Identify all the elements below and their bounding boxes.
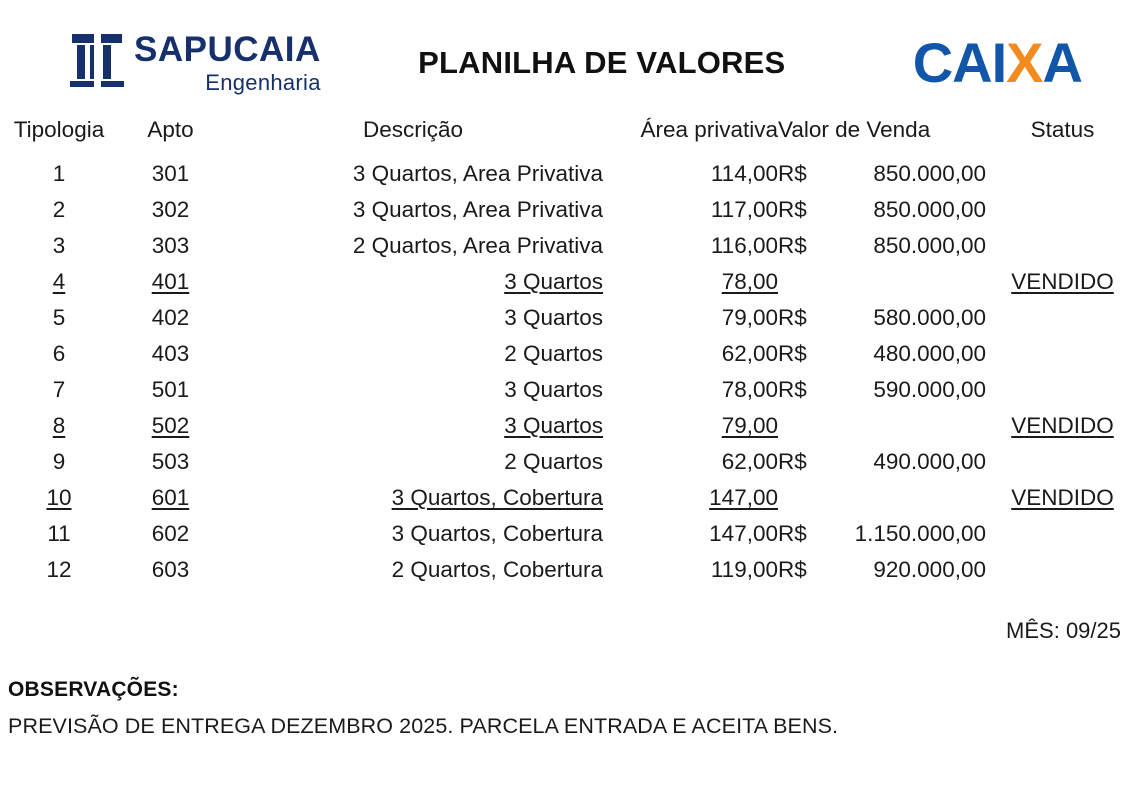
cell-apto-text: 601 xyxy=(151,485,190,510)
cell-area-text: 78,00 xyxy=(721,269,778,294)
cell-currency-text: R$ xyxy=(778,377,807,402)
cell-valor-text: 580.000,00 xyxy=(873,305,986,330)
cell-tipologia xyxy=(0,480,118,516)
cell-currency xyxy=(778,300,826,336)
cell-currency-text: R$ xyxy=(778,161,807,186)
cell-tipologia xyxy=(0,300,118,336)
cell-valor-text: 1.150.000,00 xyxy=(854,521,986,546)
cell-tipologia-text: 9 xyxy=(52,449,66,474)
cell-valor-text: 590.000,00 xyxy=(873,377,986,402)
cell-tipologia xyxy=(0,444,118,480)
cell-apto-text: 602 xyxy=(151,521,190,546)
cell-currency-text: R$ xyxy=(778,521,807,546)
cell-valor xyxy=(826,408,986,444)
cell-currency-text: R$ xyxy=(778,557,807,582)
cell-currency-text: R$ xyxy=(778,341,807,366)
cell-apto xyxy=(118,408,223,444)
cell-currency xyxy=(778,336,826,372)
cell-apto xyxy=(118,300,223,336)
cell-descricao-text: 2 Quartos xyxy=(504,449,603,474)
caixa-text-part1: CAI xyxy=(912,31,1007,94)
cell-tipologia xyxy=(0,228,118,264)
cell-descricao xyxy=(223,156,603,192)
table-row xyxy=(0,480,1139,516)
cell-tipologia-text: 8 xyxy=(52,413,66,438)
cell-apto xyxy=(118,228,223,264)
caixa-text-part2: A xyxy=(1042,31,1082,94)
cell-area xyxy=(603,480,778,516)
company-name: SAPUCAIA xyxy=(134,30,321,69)
cell-valor xyxy=(826,516,986,552)
cell-descricao xyxy=(223,372,603,408)
table-row xyxy=(0,444,1139,480)
cell-descricao xyxy=(223,192,603,228)
cell-currency xyxy=(778,228,826,264)
cell-tipologia-text: 5 xyxy=(52,305,66,330)
cell-descricao xyxy=(223,300,603,336)
cell-descricao-text: 2 Quartos xyxy=(504,341,603,366)
table-row xyxy=(0,336,1139,372)
cell-status xyxy=(986,156,1139,192)
cell-currency-text: R$ xyxy=(778,233,807,258)
cell-area-text: 117,00 xyxy=(710,197,778,222)
cell-area-text: 79,00 xyxy=(721,305,778,330)
table-row xyxy=(0,156,1139,192)
cell-descricao xyxy=(223,264,603,300)
cell-valor xyxy=(826,228,986,264)
company-subtitle: Engenharia xyxy=(205,70,321,95)
cell-area xyxy=(603,228,778,264)
cell-area xyxy=(603,264,778,300)
cell-descricao-text: 3 Quartos xyxy=(504,413,603,438)
cell-status xyxy=(986,444,1139,480)
cell-apto xyxy=(118,336,223,372)
cell-status xyxy=(986,192,1139,228)
values-table xyxy=(0,112,1139,588)
cell-descricao-text: 2 Quartos, Area Privativa xyxy=(352,233,603,258)
table-row xyxy=(0,552,1139,588)
cell-apto xyxy=(118,552,223,588)
cell-tipologia-text: 12 xyxy=(46,557,72,582)
cell-descricao-text: 2 Quartos, Cobertura xyxy=(391,557,603,582)
cell-area xyxy=(603,156,778,192)
table-row xyxy=(0,300,1139,336)
cell-status xyxy=(986,516,1139,552)
month-label: MÊS: 09/25 xyxy=(1006,618,1121,643)
cell-currency-text: R$ xyxy=(778,449,807,474)
cell-apto-text: 603 xyxy=(151,557,190,582)
cell-area-text: 119,00 xyxy=(710,557,778,582)
values-table-wrapper xyxy=(0,112,1139,588)
cell-currency xyxy=(778,444,826,480)
cell-descricao-text: 3 Quartos, Cobertura xyxy=(391,485,603,510)
cell-tipologia xyxy=(0,408,118,444)
cell-apto-text: 403 xyxy=(151,341,190,366)
cell-valor-text: 480.000,00 xyxy=(873,341,986,366)
observations-block xyxy=(0,644,1139,739)
cell-currency xyxy=(778,408,826,444)
cell-descricao-text: 3 Quartos xyxy=(504,269,603,294)
cell-valor xyxy=(826,300,986,336)
company-wordmark xyxy=(134,32,321,94)
cell-descricao xyxy=(223,552,603,588)
cell-tipologia xyxy=(0,516,118,552)
column-header-descricao: Descrição xyxy=(362,117,464,142)
cell-descricao xyxy=(223,480,603,516)
company-logo xyxy=(70,32,321,94)
cell-area-text: 147,00 xyxy=(709,521,778,546)
cell-currency-text: R$ xyxy=(778,197,807,222)
cell-apto xyxy=(118,480,223,516)
cell-area-text: 147,00 xyxy=(709,485,778,510)
cell-valor-text: 920.000,00 xyxy=(873,557,986,582)
cell-tipologia-text: 10 xyxy=(46,485,72,510)
cell-status-text: VENDIDO xyxy=(1011,269,1114,294)
cell-tipologia-text: 11 xyxy=(47,521,71,546)
caixa-bank-logo xyxy=(912,31,1084,94)
cell-valor xyxy=(826,444,986,480)
cell-currency xyxy=(778,264,826,300)
cell-tipologia-text: 2 xyxy=(52,197,66,222)
cell-apto-text: 301 xyxy=(151,161,190,186)
cell-apto xyxy=(118,372,223,408)
cell-area xyxy=(603,372,778,408)
cell-currency xyxy=(778,192,826,228)
cell-status xyxy=(986,300,1139,336)
cell-status xyxy=(986,552,1139,588)
cell-area xyxy=(603,192,778,228)
cell-valor xyxy=(826,264,986,300)
cell-area xyxy=(603,300,778,336)
cell-area xyxy=(603,552,778,588)
cell-tipologia xyxy=(0,192,118,228)
cell-apto-text: 402 xyxy=(151,305,190,330)
cell-area-text: 62,00 xyxy=(721,449,778,474)
cell-valor-text: 850.000,00 xyxy=(873,197,986,222)
cell-apto-text: 302 xyxy=(151,197,190,222)
cell-valor xyxy=(826,480,986,516)
cell-apto xyxy=(118,516,223,552)
cell-tipologia xyxy=(0,372,118,408)
cell-descricao-text: 3 Quartos, Area Privativa xyxy=(352,161,603,186)
cell-status xyxy=(986,228,1139,264)
cell-tipologia-text: 6 xyxy=(52,341,66,366)
cell-apto xyxy=(118,264,223,300)
cell-tipologia-text: 3 xyxy=(52,233,66,258)
cell-currency xyxy=(778,552,826,588)
cell-status-text: VENDIDO xyxy=(1011,413,1114,438)
cell-currency xyxy=(778,156,826,192)
cell-status-text: VENDIDO xyxy=(1011,485,1114,510)
column-header-apto: Apto xyxy=(147,117,194,142)
column-header-tipologia: Tipologia xyxy=(13,117,105,142)
cell-tipologia-text: 1 xyxy=(52,161,66,186)
cell-area xyxy=(603,444,778,480)
cell-apto xyxy=(118,444,223,480)
cell-tipologia xyxy=(0,264,118,300)
column-header-area: Área privativa xyxy=(640,117,778,142)
cell-descricao xyxy=(223,444,603,480)
cell-apto-text: 401 xyxy=(151,269,190,294)
cell-valor xyxy=(826,552,986,588)
cell-status xyxy=(986,480,1139,516)
cell-currency xyxy=(778,372,826,408)
table-body xyxy=(0,156,1139,588)
cell-currency-text: R$ xyxy=(778,305,807,330)
cell-descricao-text: 3 Quartos xyxy=(504,305,603,330)
cell-apto-text: 502 xyxy=(151,413,190,438)
cell-valor-text: 490.000,00 xyxy=(873,449,986,474)
cell-descricao-text: 3 Quartos, Area Privativa xyxy=(352,197,603,222)
cell-currency xyxy=(778,516,826,552)
cell-valor-text: 850.000,00 xyxy=(873,233,986,258)
column-header-status: Status xyxy=(1030,117,1095,142)
observations-text: PREVISÃO DE ENTREGA DEZEMBRO 2025. PARCELA ENTRADA E ACEITA BENS. xyxy=(8,714,839,738)
document-header xyxy=(0,0,1139,112)
cell-area-text: 62,00 xyxy=(721,341,778,366)
observations-title: OBSERVAÇÕES: xyxy=(8,678,179,701)
cell-apto xyxy=(118,156,223,192)
column-header-valor: Valor de Venda xyxy=(778,117,931,142)
table-header-row xyxy=(0,112,1139,156)
cell-status xyxy=(986,408,1139,444)
cell-descricao xyxy=(223,516,603,552)
table-row xyxy=(0,192,1139,228)
cell-status xyxy=(986,264,1139,300)
page-title: PLANILHA DE VALORES xyxy=(418,45,786,80)
cell-apto xyxy=(118,192,223,228)
cell-area-text: 116,00 xyxy=(710,233,778,258)
cell-descricao xyxy=(223,408,603,444)
table-row xyxy=(0,264,1139,300)
table-row xyxy=(0,372,1139,408)
cell-area-text: 114,00 xyxy=(710,161,778,186)
cell-area-text: 78,00 xyxy=(721,377,778,402)
cell-area-text: 79,00 xyxy=(721,413,778,438)
cell-tipologia xyxy=(0,336,118,372)
cell-tipologia xyxy=(0,156,118,192)
cell-status xyxy=(986,372,1139,408)
cell-apto-text: 303 xyxy=(151,233,190,258)
table-row xyxy=(0,516,1139,552)
cell-tipologia-text: 4 xyxy=(52,269,66,294)
cell-area xyxy=(603,408,778,444)
cell-valor-text: 850.000,00 xyxy=(873,161,986,186)
table-row xyxy=(0,408,1139,444)
cell-descricao-text: 3 Quartos xyxy=(504,377,603,402)
cell-valor xyxy=(826,336,986,372)
cell-valor xyxy=(826,156,986,192)
table-row xyxy=(0,228,1139,264)
cell-status xyxy=(986,336,1139,372)
cell-descricao-text: 3 Quartos, Cobertura xyxy=(391,521,603,546)
cell-valor xyxy=(826,372,986,408)
cell-apto-text: 503 xyxy=(151,449,190,474)
cell-area xyxy=(603,336,778,372)
cell-tipologia xyxy=(0,552,118,588)
cell-apto-text: 501 xyxy=(151,377,190,402)
cell-tipologia-text: 7 xyxy=(52,377,66,402)
cell-descricao xyxy=(223,336,603,372)
caixa-text-x: X xyxy=(1006,31,1043,94)
cell-area xyxy=(603,516,778,552)
column-pillar-icon xyxy=(70,32,124,94)
cell-descricao xyxy=(223,228,603,264)
cell-valor xyxy=(826,192,986,228)
cell-currency xyxy=(778,480,826,516)
